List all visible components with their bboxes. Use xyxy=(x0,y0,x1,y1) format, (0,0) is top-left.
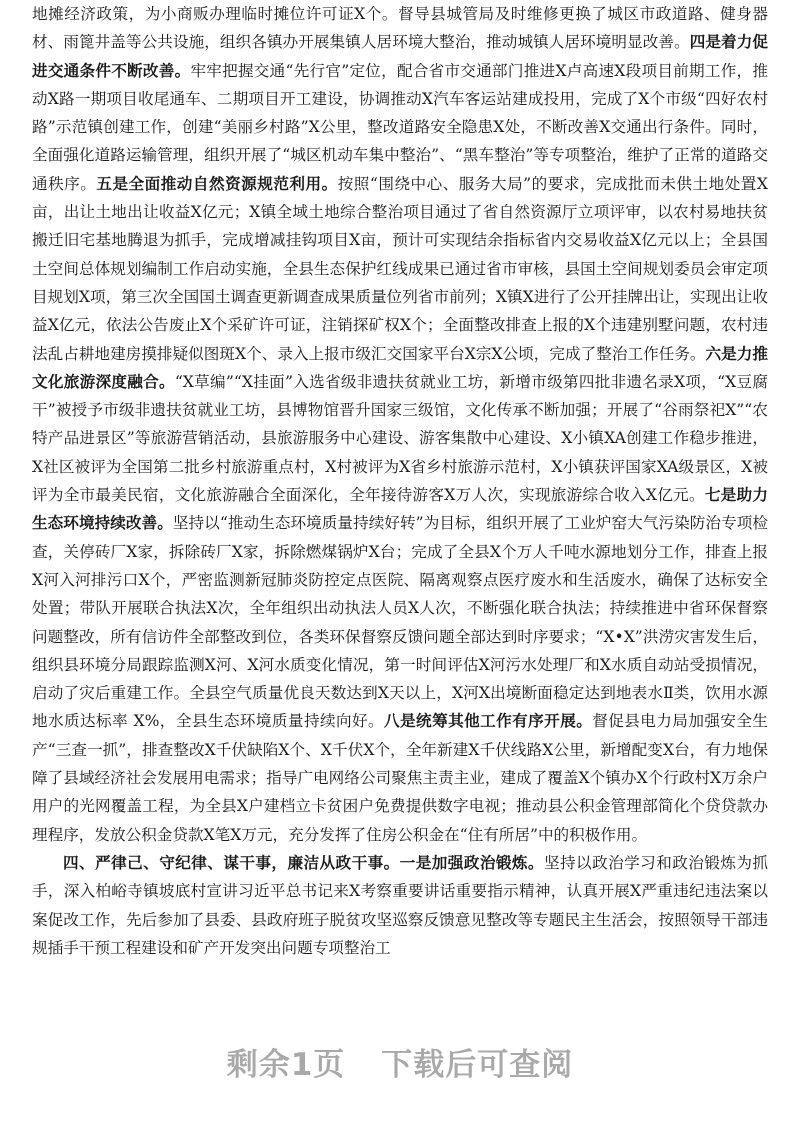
remaining-pages-label[interactable]: 剩余1页 xyxy=(226,1046,346,1083)
download-prompt xyxy=(0,1018,800,1104)
bold-heading-text: 六是力推文化旅游深度融合。 xyxy=(32,343,768,391)
bold-heading-text: 四是着力促进交通条件不断改善。 xyxy=(32,32,768,80)
body-text: “X草编”“X挂面”入选省级非遗扶贫就业工坊，新增市级第四批非遗名录X项，“X豆腐干”被授予市级非遗扶贫就业工坊，县博物馆晋升国家三级馆，文化传承不断加强；开展了“谷雨祭祀X”“农特产品进景区”等旅游营销活动，县旅游服务中心建设、游客集散中心建设、X小镇XA创建工作稳步推进，X社区被评为全国第二批乡村旅游重点村，X村被评为X省乡村旅游示范村，X小镇获评国家XA级景区，X被评为全市最美民宿，文化旅游融合全面深化，全年接待游客X万人次，实现旅游综合收入X亿元。 xyxy=(32,372,768,505)
document-paragraph xyxy=(32,0,768,849)
body-text: 地摊经济政策，为小商贩办理临时摊位许可证X个。督导县城管局及时维修更换了城区市政道路、健身器材、雨篦井盖等公共设施，组织各镇办开展集镇人居环境大整治，推动城镇人居环境明显改善。 xyxy=(32,5,768,52)
bold-heading-text: 八是统筹其他工作有序开展。 xyxy=(384,711,593,731)
body-text: 督促县电力局加强安全生产“三查一抓”，排查整改X千伏缺陷X个、X千伏X个，全年新建X千伏线路X公里，新增配变X台，有力地保障了县域经济社会发展用电需求；指导广电网络公司聚焦主责主业，建成了覆盖X个镇办X个行政村X万余户用户的光网覆盖工程，为全县X户建档立卡贫困户免费提供数字电视；推动县公积金管理部简化个贷贷款办理程序，发放公积金贷款X笔X万元，充分发挥了住房公积金在“住有所居”中的积极作用。 xyxy=(32,712,768,844)
bold-heading-text: 七是助力生态环境持续改善。 xyxy=(32,485,768,533)
bold-heading-text: 五是全面推动自然资源规范利用。 xyxy=(96,173,338,193)
body-text: 坚持以“推动生态环境质量持续好转”为目标，组织开展了工业炉窑大气污染防治专项检查，关停砖厂X家，拆除砖厂X家，拆除燃煤锅炉X台；完成了全县X个万人千吨水源地划分工作，排查上报X河入河排污口X个，严密监测新冠肺炎防控定点医院、隔离观察点医疗废水和生活废水，确保了达标安全处置；带队开展联合执法X次，全年组织出动执法人员X人次，不断强化联合执法；持续推进中省环保督察问题整改，所有信访件全部整改到位，各类环保督察反馈问题全部达到时序要求；“X•X”洪涝灾害发生后，组织县环境分局跟踪监测X河、X河水质变化情况，第一时间评估X河污水处理厂和X水质自动站受损情况，启动了灾后重建工作。全县空气质量优良天数达到X天以上，X河X出境断面稳定达到地表水Ⅱ类，饮用水源地水质达标率 X%，全县生态环境质量持续向好。 xyxy=(32,514,769,731)
download-to-view-label[interactable]: 下载后可查阅 xyxy=(381,1046,574,1083)
body-text: 按照“围绕中心、服务大局”的要求，完成批而未供土地处置X亩，出让土地出让收益X亿元；X镇全域土地综合整治项目通过了省自然资源厅立项评审，以农村易地扶贫搬迁旧宅基地腾退为抓手，完成增减挂钩项目X亩，预计可实现结余指标省内交易收益X亿元以上；全县国土空间总体规划编制工作启动实施，全县生态保护红线成果已通过省市审核，县国土空间规划委员会审定项目规划X项，第三次全国国土调查更新调查成果质量位列省市前列；X镇X进行了公开挂牌出让，实现出让收益X亿元，依法公告废止X个采矿许可证，注销探矿权X个；全面整改排查上报的X个违建别墅问题，农村违法乱占耕地建房摸排疑似图斑X个、录入上报市级汇交国家平台X宗X公顷，完成了整治工作任务。 xyxy=(32,174,768,363)
document-body xyxy=(32,0,768,962)
body-text: 坚持以政治学习和政治锻炼为抓手，深入柏峪寺镇坡底村宣讲习近平总书记来X考察重要讲话重要指示精神，认真开展X严重违纪违法案以案促改工作，先后参加了县委、县政府班子脱贫攻坚巡察反馈意见整改等专题民主生活会，按照领导干部违规插手干预工程建设和矿产开发突出问题专项整治工 xyxy=(32,853,768,957)
bold-heading-text: 四、严律己、守纪律、谋干事，廉洁从政干事。一是加强政治锻炼。 xyxy=(63,852,544,872)
document-paragraph xyxy=(32,849,768,962)
body-text: 牢牢把握交通“先行官”定位，配合省市交通部门推进X卢高速X段项目前期工作，推动X路一期项目收尾通车、二期项目开工建设，协调推动X汽车客运站建成投用，完成了X个市级“四好农村路”示范镇创建工作，创建“美丽乡村路”X公里，整改道路安全隐患X处，不断改善X交通出行条件。同时，全面强化道路运输管理，组织开展了“城区机动车集中整治”、“黑车整治”等专项整治，维护了正常的道路交通秩序。 xyxy=(32,61,768,193)
